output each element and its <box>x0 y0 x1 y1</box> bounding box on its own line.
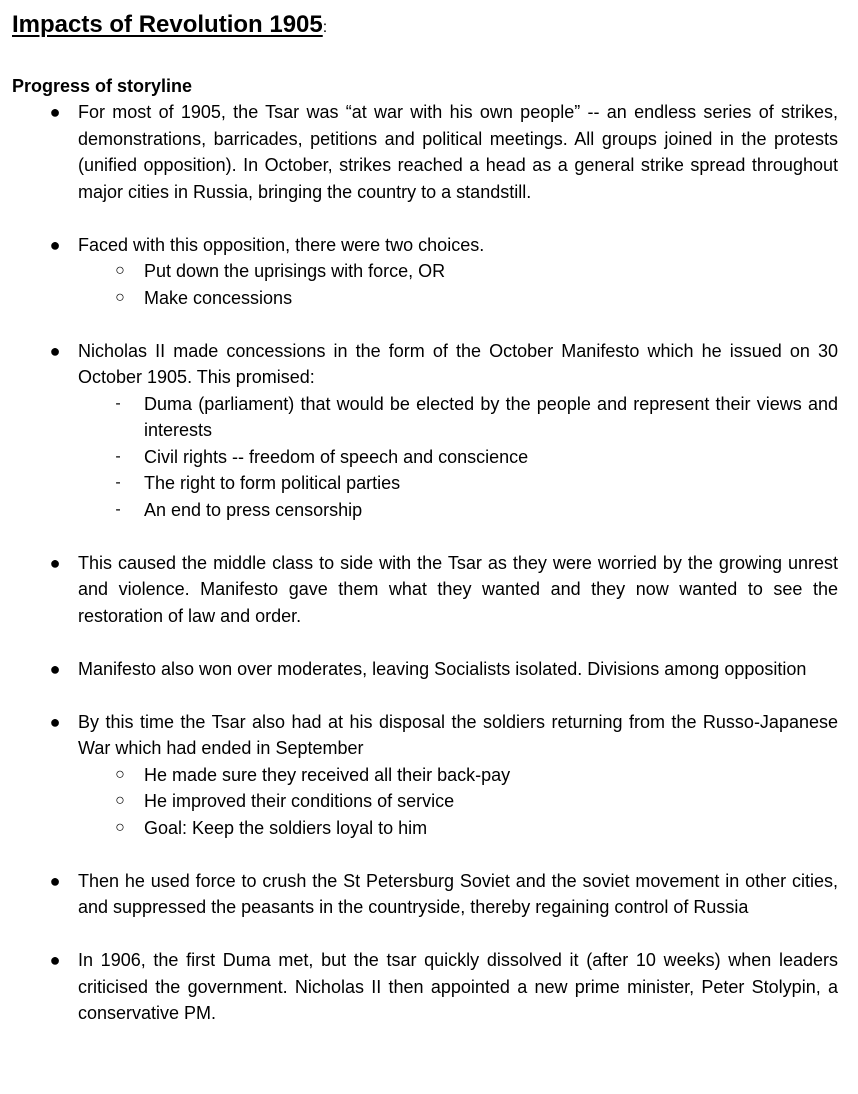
dash-bullet-icon: - <box>115 474 121 491</box>
page-title-text: Impacts of Revolution 1905 <box>12 11 323 38</box>
bullet-item <box>12 656 838 683</box>
dash-bullet-icon: - <box>115 447 121 465</box>
bullet-dot-icon: ● <box>49 102 61 122</box>
sub-item <box>78 762 838 789</box>
circle-bullet-icon: ○ <box>115 262 125 279</box>
sub-item-text: Make concessions <box>144 287 293 308</box>
circle-bullet-icon: ○ <box>115 792 125 809</box>
sub-list <box>78 762 838 842</box>
sub-item <box>78 258 838 285</box>
circle-bullet-icon: ○ <box>115 288 125 306</box>
bullet-item <box>12 550 838 630</box>
bullet-text: This caused the middle class to side with the Tsar as they were worried by the growing unrest and violence. Manifesto gave them what they wanted and they now wanted to see the restoration of law and order. <box>78 552 838 626</box>
sub-item-text: Civil rights -- freedom of speech and conscience <box>144 446 529 467</box>
bullet-item <box>12 338 838 524</box>
bullet-item <box>12 709 838 842</box>
bullet-item <box>12 232 838 312</box>
sub-item <box>78 497 838 524</box>
sub-item <box>78 391 838 444</box>
sub-item-text: Goal: Keep the soldiers loyal to him <box>144 817 428 838</box>
sub-item <box>78 285 838 312</box>
sub-list <box>78 391 838 524</box>
sub-item-text: An end to press censorship <box>144 499 363 520</box>
bullet-dot-icon: ● <box>49 340 61 361</box>
bullet-item <box>12 99 838 205</box>
sub-item-text: The right to form political parties <box>144 473 401 493</box>
bullet-dot-icon: ● <box>49 552 61 573</box>
sub-item-text: Duma (parliament) that would be elected by the people and represent their views and interests <box>144 393 838 440</box>
bullet-dot-icon: ● <box>49 950 61 970</box>
sub-item <box>78 470 838 497</box>
bullet-text: For most of 1905, the Tsar was “at war with his own people” -- an endless series of strikes, demonstrations, barricades, petitions and political meetings. All groups joined in the protests (unified opposition). In October, strikes reached a head as a general strike spread throughout major cities in Russia, bringing the country to a standstill. <box>78 102 838 202</box>
page-title <box>12 10 838 43</box>
bullet-text: Nicholas II made concessions in the form of the October Manifesto which he issued on 30 October 1905. This promised: <box>78 340 838 387</box>
bullet-item <box>12 947 838 1027</box>
bullet-dot-icon: ● <box>49 711 61 732</box>
bullet-list <box>12 99 838 1027</box>
page-title-colon: : <box>322 19 328 36</box>
bullet-dot-icon: ● <box>49 870 61 891</box>
bullet-text: By this time the Tsar also had at his disposal the soldiers returning from the Russo-Japanese War which had ended in September <box>78 711 838 758</box>
bullet-text: In 1906, the first Duma met, but the tsar quickly dissolved it (after 10 weeks) when leaders criticised the government. Nicholas II then appointed a new prime minister, Peter Stolypin, a conservative PM. <box>78 950 838 1023</box>
section-heading: Progress of storyline <box>12 76 193 96</box>
sub-item-text: He improved their conditions of service <box>144 791 455 811</box>
sub-item <box>78 444 838 471</box>
bullet-dot-icon: ● <box>49 658 61 679</box>
circle-bullet-icon: ○ <box>115 765 125 783</box>
bullet-text: Then he used force to crush the St Petersburg Soviet and the soviet movement in other cities, and suppressed the peasants in the countryside, thereby regaining control of Russia <box>78 870 838 917</box>
circle-bullet-icon: ○ <box>115 818 125 836</box>
bullet-text: Faced with this opposition, there were two choices. <box>78 234 485 255</box>
bullet-item <box>12 868 838 921</box>
dash-bullet-icon: - <box>115 500 121 518</box>
sub-item-text: He made sure they received all their back-pay <box>144 764 511 785</box>
bullet-dot-icon: ● <box>49 234 61 255</box>
sub-item <box>78 815 838 842</box>
sub-item-text: Put down the uprisings with force, OR <box>144 261 446 281</box>
bullet-text: Manifesto also won over moderates, leaving Socialists isolated. Divisions among opposition <box>78 658 807 679</box>
sub-item <box>78 788 838 815</box>
dash-bullet-icon: - <box>115 394 121 412</box>
sub-list <box>78 258 838 311</box>
